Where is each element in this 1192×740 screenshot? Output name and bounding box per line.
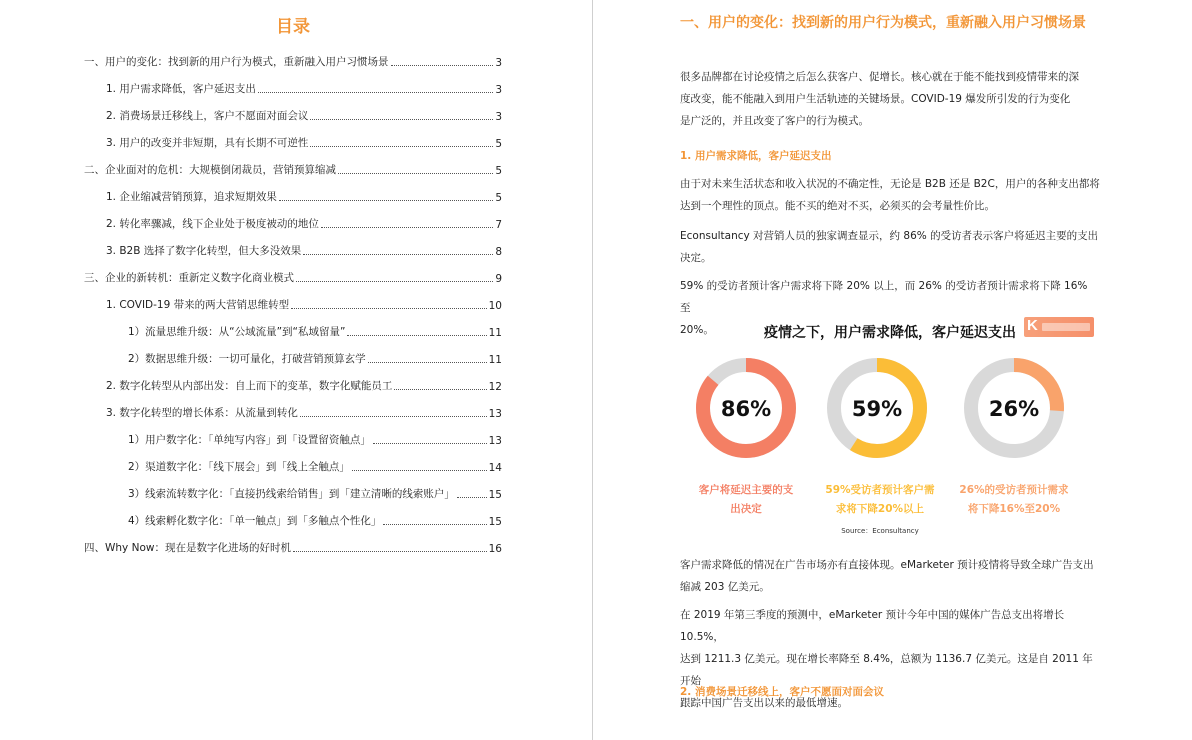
toc-leader-dots: [373, 443, 487, 444]
toc-entry-text: 1）用户数字化：「单纯写内容」到「设置留资触点」: [128, 434, 371, 446]
toc-page-number: 9: [495, 273, 502, 285]
paragraph-line: 决定。: [680, 252, 712, 264]
toc-leader-dots: [279, 200, 493, 201]
donut-value-label: 26%: [988, 397, 1040, 421]
toc-leader-dots: [293, 551, 487, 552]
section-2-title: 2. 消费场景迁移线上，客户不愿面对面会议: [680, 686, 884, 698]
paragraph-4: [680, 554, 1100, 598]
toc-leader-dots: [338, 173, 493, 174]
toc-entry[interactable]: [106, 296, 502, 312]
toc-entry[interactable]: [106, 107, 502, 123]
toc-entry[interactable]: [106, 134, 502, 150]
intro-paragraph: [680, 66, 1100, 132]
toc-entry[interactable]: [106, 188, 502, 204]
toc-page-number: 13: [488, 408, 502, 420]
toc-leader-dots: [383, 524, 486, 525]
caption-line: 将下降16%至20%: [967, 503, 1061, 515]
toc-entry-text: 1. COVID-19 带来的两大营销思维转型: [106, 299, 290, 311]
toc-page-number: 10: [488, 300, 502, 312]
paragraph-1: [680, 173, 1100, 217]
toc-leader-dots: [258, 92, 493, 93]
toc-page-number: 14: [488, 462, 502, 474]
paragraph-line: 59% 的受访者预计客户需求将下降 20% 以上，而 26% 的受访者预计需求将下降 16% 至: [680, 280, 1088, 314]
caption-line: 求将下降20%以上: [835, 503, 925, 515]
toc-entry-text: 1. 用户需求降低，客户延迟支出: [106, 83, 256, 95]
toc-leader-dots: [310, 119, 493, 120]
toc-leader-dots: [291, 308, 487, 309]
paragraph-line: Econsultancy 对营销人员的独家调查显示，约 86% 的受访者表示客户将延迟主要的支出: [680, 230, 1099, 242]
toc-entry[interactable]: [106, 215, 502, 231]
donut-value-label: 86%: [720, 397, 772, 421]
caption-line: 出决定: [730, 503, 762, 515]
paragraph-line: 达到 1211.3 亿美元。现在增长率降至 8.4%，总额为 1136.7 亿美元。这是自 2011 年开始: [680, 653, 1093, 687]
toc-entry-text: 一、用户的变化：找到新的用户行为模式，重新融入用户习惯场景: [84, 56, 389, 68]
toc-entry[interactable]: [128, 431, 502, 447]
toc-entry[interactable]: [128, 350, 502, 366]
toc-page-number: 11: [488, 327, 502, 339]
toc-page-number: 15: [488, 516, 502, 528]
paragraph-line: 由于对未来生活状态和收入状况的不确定性，无论是 B2B 还是 B2C，用户的各种支出都将: [680, 178, 1100, 190]
toc-leader-dots: [352, 470, 487, 471]
toc-entry[interactable]: [128, 323, 502, 339]
toc-entry-text: 1. 企业缩减营销预算，追求短期效果: [106, 191, 277, 203]
toc-page-number: 7: [495, 219, 502, 231]
toc-page-number: 5: [495, 192, 502, 204]
toc-leader-dots: [300, 416, 487, 417]
toc-entry-text: 2. 转化率骤减，线下企业处于极度被动的地位: [106, 218, 319, 230]
toc-entry-text: 3. 用户的改变并非短期，具有长期不可逆性: [106, 137, 309, 149]
intro-line: 度改变，能不能融入到用户生活轨迹的关键场景。COVID-19 爆发所引发的行为变化: [680, 93, 1071, 105]
intro-line: 是广泛的，并且改变了客户的行为模式。: [680, 115, 869, 127]
chart-title: 疫情之下，用户需求降低，客户延迟支出: [764, 325, 1016, 341]
toc-entry[interactable]: [106, 242, 502, 258]
toc-entry[interactable]: [84, 161, 502, 177]
toc-entry-text: 1）流量思维升级：从“公域流量”到“私域留量”: [128, 326, 346, 338]
toc-entry-text: 四、Why Now：现在是数字化进场的好时机: [84, 542, 291, 554]
toc-entry-text: 2）渠道数字化：「线下展会」到「线上全触点」: [128, 461, 350, 473]
toc-title: 目录: [276, 17, 310, 37]
donut-caption-59: [825, 481, 935, 519]
toc-page-number: 12: [488, 381, 502, 393]
section-1-title: 1. 用户需求降低，客户延迟支出: [680, 150, 832, 162]
paragraph-2: [680, 225, 1100, 269]
toc-leader-dots: [310, 146, 493, 147]
paragraph-line: 缩减 203 亿美元。: [680, 581, 770, 593]
toc-page-number: 11: [488, 354, 502, 366]
toc-page-number: 15: [488, 489, 502, 501]
toc-leader-dots: [394, 389, 486, 390]
toc-entry[interactable]: [106, 80, 502, 96]
toc-entry[interactable]: [106, 404, 502, 420]
toc-page-number: 16: [488, 543, 502, 555]
paragraph-line: 20%。: [680, 324, 714, 336]
toc-page-number: 8: [495, 246, 502, 258]
toc-leader-dots: [347, 335, 486, 336]
toc-page-number: 5: [495, 138, 502, 150]
toc-page-number: 3: [495, 84, 502, 96]
toc-entry-text: 二、企业面对的危机：大规模倒闭裁员，营销预算缩减: [84, 164, 336, 176]
toc-leader-dots: [368, 362, 487, 363]
article-heading: 一、用户的变化：找到新的用户行为模式，重新融入用户习惯场景: [680, 15, 1086, 31]
toc-page-number: 5: [495, 165, 502, 177]
donut-value-label: 59%: [851, 397, 903, 421]
donut-charts: [680, 350, 1100, 466]
intro-line: 很多品牌都在讨论疫情之后怎么获客户、促增长。核心就在于能不能找到疫情带来的深: [680, 71, 1079, 83]
paragraph-line: 客户需求降低的情况在广告市场亦有直接体现。eMarketer 预计疫情将导致全球广告支出: [680, 559, 1094, 571]
toc-page-number: 3: [495, 57, 502, 69]
toc-leader-dots: [296, 281, 493, 282]
toc-entry-text: 3）线索流转数字化：「直接扔线索给销售」到「建立清晰的线索账户」: [128, 488, 455, 500]
toc-leader-dots: [303, 254, 493, 255]
paragraph-line: 在 2019 年第三季度的预测中，eMarketer 预计今年中国的媒体广告总支出将增长 10.5%，: [680, 609, 1065, 643]
page-divider: [592, 0, 593, 740]
toc-page-number: 3: [495, 111, 502, 123]
toc-entry[interactable]: [84, 539, 502, 555]
chart-source: Source：Econsultancy: [841, 527, 919, 535]
paragraph-line: 跟踪中国广告支出以来的最低增速。: [680, 697, 848, 709]
toc-leader-dots: [391, 65, 494, 66]
toc-entry-text: 2. 数字化转型从内部出发：自上而下的变革，数字化赋能员工: [106, 380, 393, 392]
toc-leader-dots: [457, 497, 487, 498]
toc-entry-text: 3. B2B 选择了数字化转型，但大多没效果: [106, 245, 302, 257]
toc-entry[interactable]: [84, 269, 502, 285]
paragraph-line: 达到一个理性的顶点。能不买的绝对不买，必须买的会考量性价比。: [680, 200, 995, 212]
caption-line: 59%受访者预计客户需: [825, 484, 935, 496]
toc-leader-dots: [321, 227, 493, 228]
toc-entry-text: 三、企业的新转机：重新定义数字化商业模式: [84, 272, 294, 284]
toc-entry[interactable]: [84, 53, 502, 69]
toc-entry[interactable]: [128, 458, 502, 474]
toc-entry-text: 2）数据思维升级：一切可量化，打破营销预算玄学: [128, 353, 366, 365]
donut-caption-26: [959, 481, 1069, 519]
toc-page-number: 13: [488, 435, 502, 447]
toc-entry[interactable]: [128, 512, 502, 528]
caption-line: 客户将延迟主要的支: [698, 484, 794, 496]
toc-entry-text: 4）线索孵化数字化：「单一触点」到「多触点个性化」: [128, 515, 382, 527]
toc-entry-text: 3. 数字化转型的增长体系：从流量到转化: [106, 407, 298, 419]
caption-line: 26%的受访者预计需求: [959, 484, 1069, 496]
donut-caption-86: [691, 481, 801, 519]
toc-entry-text: 2. 消费场景迁移线上，客户不愿面对面会议: [106, 110, 309, 122]
toc-entry[interactable]: [106, 377, 502, 393]
brand-logo-icon: K: [1024, 317, 1094, 337]
toc-entry[interactable]: [128, 485, 502, 501]
